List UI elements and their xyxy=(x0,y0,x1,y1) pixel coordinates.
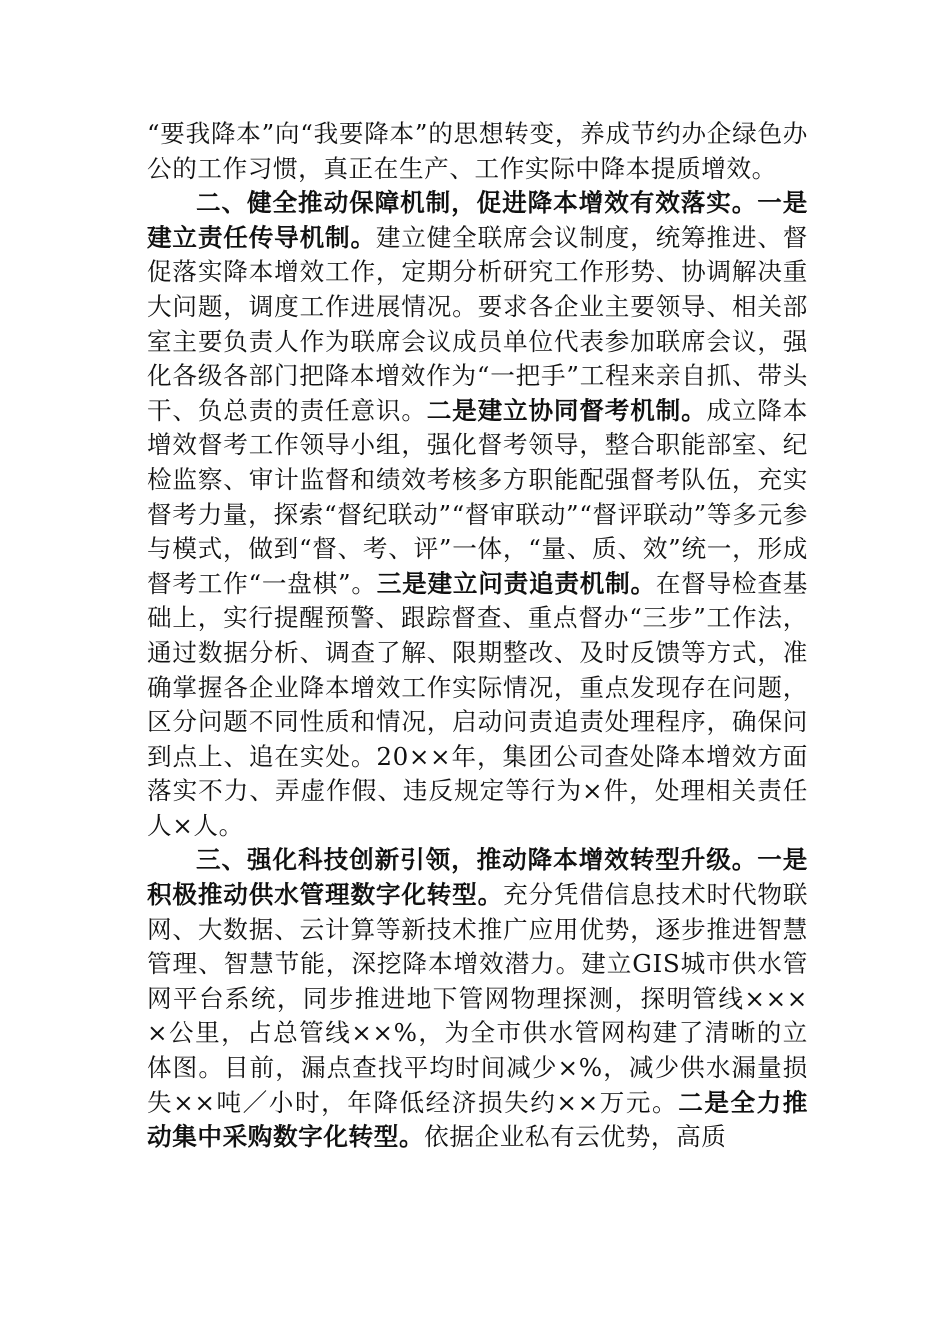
paragraph-section-three xyxy=(147,843,808,1154)
section-two-point-three-body: 在督导检查基础上，实行提醒预警、跟踪督查、重点督办“三步”工作法，通过数据分析、调查了解、限期整改、及时反馈等方式，准确掌握各企业降本增效工作实际情况，重点发现存在问题，区分问题不同性质和情况，启动问责追责处理程序，确保问到点上、追在实处。20××年，集团公司查处降本增效方面落实不力、弄虚作假、违反规定等行为×件，处理相关责任人×人。 xyxy=(147,568,808,840)
section-three-point-one-body: 充分凭借信息技术时代物联网、大数据、云计算等新技术推广应用优势，逐步推进智慧管理、智慧节能，深挖降本增效潜力。建立GIS城市供水管网平台系统，同步推进地下管网物理探测，探明管线××××公里，占总管线××%，为全市供水管网构建了清晰的立体图。目前，漏点查找平均时间减少×%，减少供水漏量损失××吨／小时，年降低经济损失约××万元。 xyxy=(147,880,809,1117)
section-three-heading: 三、强化科技创新引领，推动降本增效转型升级。 xyxy=(196,845,758,875)
section-two-heading: 二、健全推动保障机制，促进降本增效有效落实。 xyxy=(196,188,758,218)
section-two-point-two-body: 成立降本增效督考工作领导小组，强化督考领导，整合职能部室、纪检监察、审计监督和绩效考核多方职能配强督考队伍，充实督考力量，探索“督纪联动”“督审联动”“督评联动”等多元参与模式，做到“督、考、评”一体，“量、质、效”统一，形成督考工作“一盘棋”。 xyxy=(147,395,808,598)
paragraph-1-text: “要我降本”向“我要降本”的思想转变，养成节约办企绿色办公的工作习惯，真正在生产、工作实际中降本提质增效。 xyxy=(147,119,808,183)
section-two-point-three-title: 三是建立问责追责机制。 xyxy=(376,568,656,598)
document-page xyxy=(147,117,808,1155)
paragraph-section-two xyxy=(147,186,808,843)
paragraph-continued xyxy=(147,117,808,186)
section-two-point-two-title: 二是建立协同督考机制。 xyxy=(426,395,707,425)
section-three-point-two-body: 依据企业私有云优势，高质 xyxy=(424,1122,727,1152)
section-three-point-one-title: 一是积极推动供水管理数字化转型。 xyxy=(147,845,809,910)
section-three-point-two-title: 二是全力推动集中采购数字化转型。 xyxy=(147,1087,808,1152)
section-two-point-one-body: 建立健全联席会议制度，统筹推进、督促落实降本增效工作，定期分析研究工作形势、协调解决重大问题，调度工作进展情况。要求各企业主要领导、相关部室主要负责人作为联席会议成员单位代表参加联席会议，强化各级各部门把降本增效作为“一把手”工程来亲自抓、带头干、负总责的责任意识。 xyxy=(147,222,808,425)
section-two-point-one-title: 一是建立责任传导机制。 xyxy=(147,188,809,252)
